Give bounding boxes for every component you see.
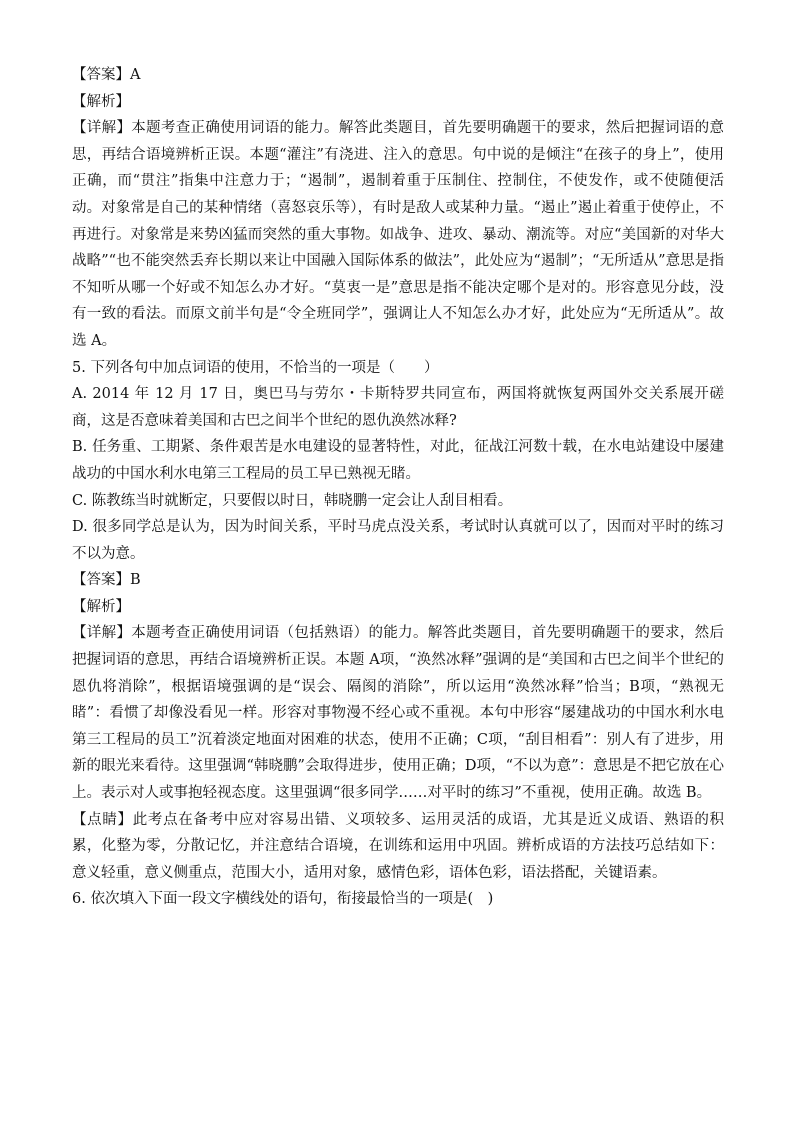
document-page [72,62,724,913]
detailed-explanation: 【详解】本题考查正确使用词语的能力。解答此类题目，首先要明确题干的要求，然后把握词语的意思，再结合语境辨析正误。本题“灌注”有浇进、注入的意思。句中说的是倾注“在孩子的身上”，使用正确，而“贯注”指集中注意力于；“遏制”，遏制着重于压制住、控制住，不使发作，或不使随便活动。对象常是自己的某种情绪（喜怒哀乐等），有时是敌人或某种力量。“遏止”遏止着重于使停止，不再进行。对象常是来势凶猛而突然的重大事物。如战争、进攻、暴动、潮流等。对应“美国新的对华大战略”“也不能突然丢弃长期以来让中国融入国际体系的做法”，此处应为“遏制”；“无所适从”意思是指不知听从哪一个好或不知怎么办才好。“莫衷一是”意思是指不能决定哪个是对的。形容意见分歧，没有一致的看法。而原文前半句是“令全班同学”，强调让人不知怎么办才好，此处应为“无所适从”。故选 A。 [72,120,724,349]
question-6-stem: 6. 依次填入下面一段文字横线处的语句，衔接最恰当的一项是( ) [72,891,494,908]
answer-label: 【答案】A [72,67,141,83]
option-a: A. 2014 年 12 月 17 日，奥巴马与劳尔・卡斯特罗共同宣布，两国将就恢复两国外交关系展开磋商，这是否意味着美国和古巴之间半个世纪的恩仇涣然冰释? [72,386,724,429]
question-5-stem: 5. 下列各句中加点词语的使用，不恰当的一项是（ ） [72,359,439,376]
option-b: B. 任务重、工期紧、条件艰苦是水电建设的显著特性，对此，征战江河数十载，在水电站建设中屡建战功的中国水利水电第三工程局的员工早已熟视无睹。 [72,439,724,482]
detailed-explanation: 【详解】本题考查正确使用词语（包括熟语）的能力。解答此类题目，首先要明确题干的要求，然后把握词语的意思，再结合语境辨析正误。本题 A项，“涣然冰释”强调的是“美国和古巴之间半个世纪的恩仇将消除”，根据语境强调的是“误会、隔阂的消除”，所以运用“涣然冰释”恰当；B项，“熟视无睹”：看惯了却像没看见一样。形容对事物漫不经心或不重视。本句中形容“屡建战功的中国水利水电第三工程局的员工”沉着淡定地面对困难的状态，使用不正确；C项，“刮目相看”：别人有了进步，用新的眼光来看待。这里强调“韩晓鹏”会取得进步，使用正确；D项，“不以为意”：意思是不把它放在心上。表示对人或事抱轻视态度。这里强调“很多同学……对平时的练习”不重视，使用正确。故选 B。 [72,625,724,802]
answer-label: 【答案】B [72,572,141,589]
analysis-label: 【解析】 [72,598,130,615]
analysis-label: 【解析】 [72,93,130,110]
option-c: C. 陈教练当时就断定，只要假以时日，韩晓鹏一定会让人刮目相看。 [72,492,513,509]
option-d: D. 很多同学总是认为，因为时间关系，平时马虎点没关系，考试时认真就可以了，因而对平时的练习不以为意。 [72,519,724,562]
key-point-note: 【点睛】此考点在备考中应对容易出错、义项较多、运用灵活的成语，尤其是近义成语、熟语的积累，化整为零，分散记忆，并注意结合语境，在训练和运用中巩固。辨析成语的方法技巧总结如下：意义轻重，意义侧重点，范围大小，适用对象，感情色彩，语体色彩，语法搭配，关键语素。 [72,811,724,881]
